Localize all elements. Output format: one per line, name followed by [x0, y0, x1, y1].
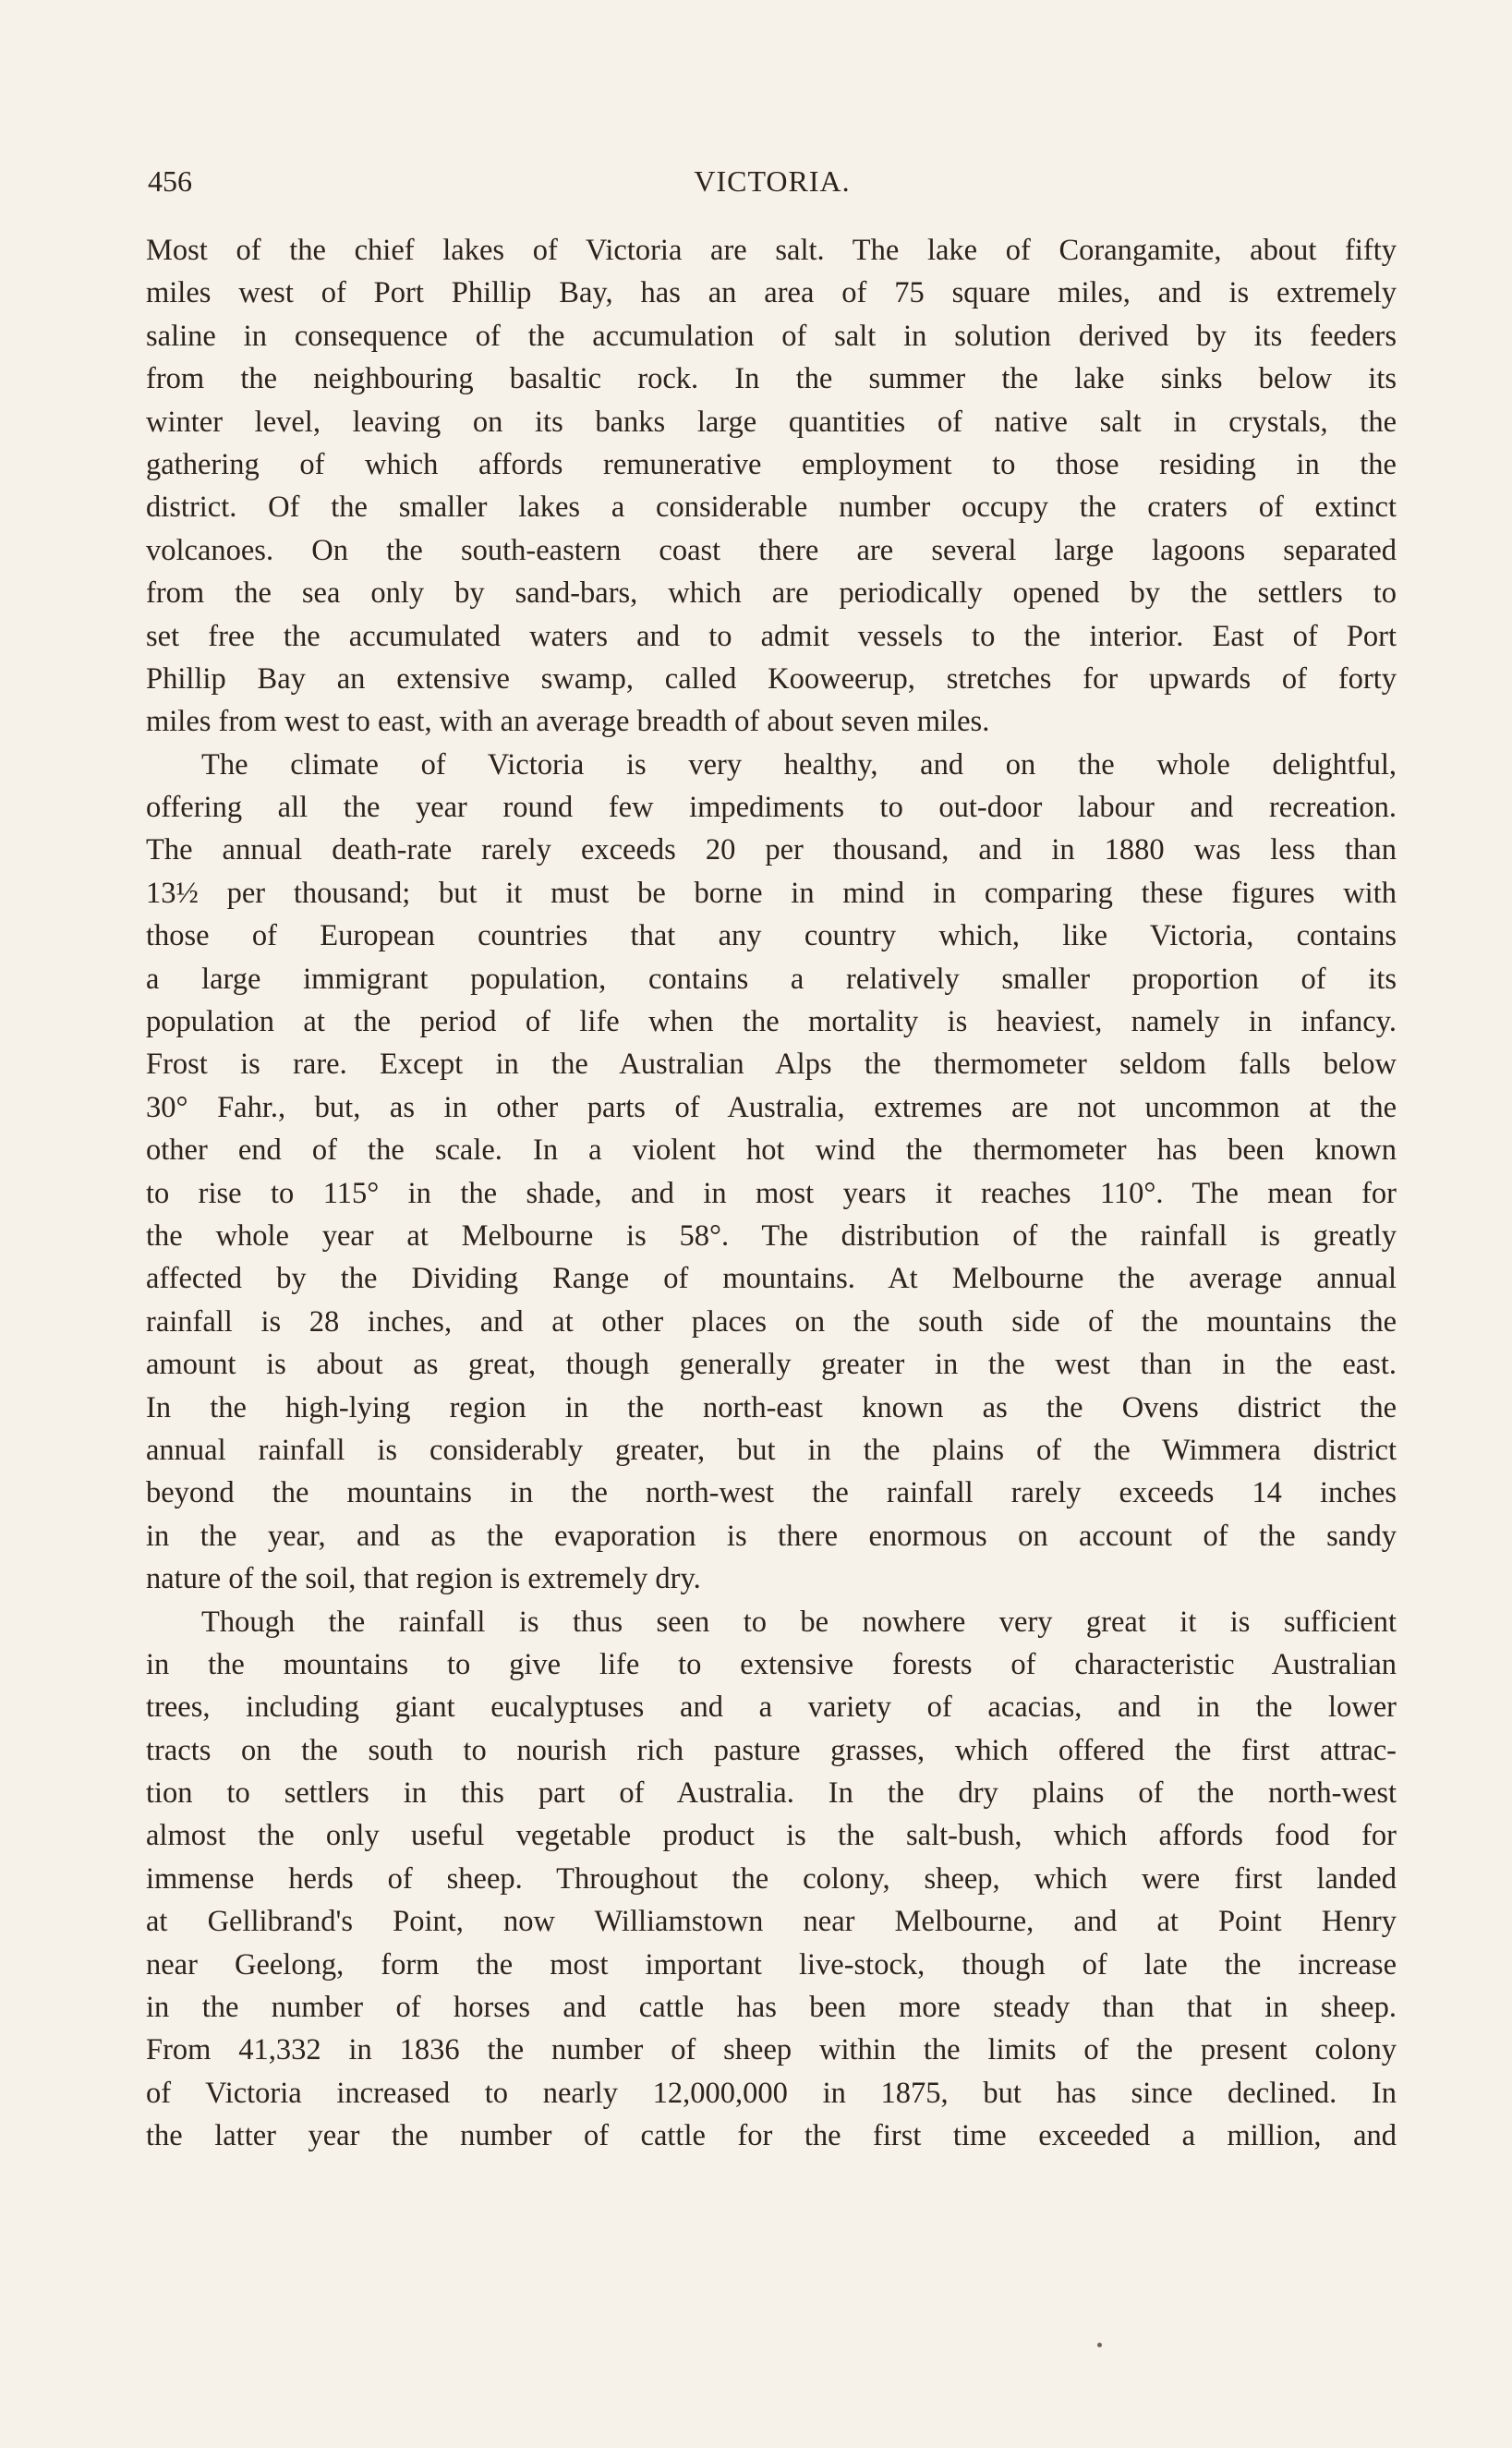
- text-line: in the year, and as the evaporation is there enormous on account of the sandy: [146, 1519, 1397, 1553]
- text-line: in the mountains to give life to extensive forests of characteristic Australian: [146, 1647, 1397, 1681]
- text-line: amount is about as great, though generally greater in the west than in the east.: [146, 1348, 1397, 1382]
- text-line: miles west of Port Phillip Bay, has an area of 75 square miles, and is extremely: [146, 276, 1397, 310]
- text-line: those of European countries that any country which, like Victoria, contains: [146, 919, 1397, 953]
- text-line: in the number of horses and cattle has been more steady than that in sheep.: [146, 1991, 1397, 2025]
- text-line: of Victoria increased to nearly 12,000,000 in 1875, but has since declined. In: [146, 2076, 1397, 2110]
- text-line: From 41,332 in 1836 the number of sheep within the limits of the present colony: [146, 2033, 1397, 2067]
- text-line: near Geelong, form the most important live-stock, though of late the increase: [146, 1947, 1397, 1981]
- text-line: 13½ per thousand; but it must be borne in mind in comparing these figures with: [146, 876, 1397, 910]
- running-title: VICTORIA.: [694, 164, 851, 198]
- text-line: the whole year at Melbourne is 58°. The distribution of the rainfall is greatly: [146, 1218, 1397, 1253]
- text-line: Most of the chief lakes of Victoria are salt. The lake of Corangamite, about fifty: [146, 234, 1397, 267]
- text-line: almost the only useful vegetable product is the salt-bush, which affords food for: [146, 1819, 1397, 1853]
- text-line: the latter year the number of cattle for the first time exceeded a million, and: [146, 2119, 1397, 2153]
- text-line: other end of the scale. In a violent hot wind the thermometer has been known: [146, 1133, 1397, 1168]
- running-head: [148, 164, 1397, 205]
- text-line: offering all the year round few impediments to out-door labour and recreation.: [146, 791, 1397, 825]
- text-line: district. Of the smaller lakes a considerable number occupy the craters of extinct: [146, 491, 1397, 525]
- text-line: In the high-lying region in the north-east known as the Ovens district the: [146, 1390, 1397, 1424]
- text-line: trees, including giant eucalyptuses and a variety of acacias, and in the lower: [146, 1691, 1397, 1725]
- text-line: from the sea only by sand-bars, which are periodically opened by the settlers to: [146, 576, 1397, 611]
- paper-speck: [1097, 2343, 1102, 2347]
- page-number: 456: [148, 164, 192, 198]
- text-line: 30° Fahr., but, as in other parts of Australia, extremes are not uncommon at the: [146, 1090, 1397, 1124]
- text-line: miles from west to east, with an average breadth of about seven miles.: [146, 705, 990, 739]
- text-line: a large immigrant population, contains a relatively smaller proportion of its: [146, 962, 1397, 996]
- text-line: at Gellibrand's Point, now Williamstown near Melbourne, and at Point Henry: [146, 1905, 1397, 1939]
- text-line: Phillip Bay an extensive swamp, called Kooweerup, stretches for upwards of forty: [146, 661, 1397, 696]
- text-line: from the neighbouring basaltic rock. In the summer the lake sinks below its: [146, 362, 1397, 396]
- text-line: population at the period of life when the mortality is heaviest, namely in infancy.: [146, 1005, 1397, 1039]
- text-line: volcanoes. On the south-eastern coast there are several large lagoons separated: [146, 533, 1397, 567]
- text-line: gathering of which affords remunerative employment to those residing in the: [146, 447, 1397, 481]
- text-line: set free the accumulated waters and to admit vessels to the interior. East of Port: [146, 619, 1397, 653]
- text-line: The climate of Victoria is very healthy, and on the whole delightful,: [201, 747, 1397, 782]
- text-line: Though the rainfall is thus seen to be nowhere very great it is sufficient: [201, 1605, 1397, 1639]
- text-line: annual rainfall is considerably greater, but in the plains of the Wimmera district: [146, 1433, 1397, 1467]
- text-line: rainfall is 28 inches, and at other places on the south side of the mountains the: [146, 1304, 1397, 1339]
- body-text: [146, 229, 1397, 2158]
- text-line: immense herds of sheep. Throughout the colony, sheep, which were first landed: [146, 1861, 1397, 1896]
- text-line: The annual death-rate rarely exceeds 20 per thousand, and in 1880 was less than: [146, 833, 1397, 867]
- text-line: tion to settlers in this part of Australia. In the dry plains of the north-west: [146, 1776, 1397, 1811]
- text-line: to rise to 115° in the shade, and in most years it reaches 110°. The mean for: [146, 1176, 1397, 1210]
- text-line: nature of the soil, that region is extremely dry.: [146, 1562, 701, 1596]
- text-line: affected by the Dividing Range of mountains. At Melbourne the average annual: [146, 1262, 1397, 1296]
- text-line: winter level, leaving on its banks large quantities of native salt in crystals, the: [146, 405, 1397, 439]
- text-line: Frost is rare. Except in the Australian Alps the thermometer seldom falls below: [146, 1048, 1397, 1082]
- text-line: beyond the mountains in the north-west the rainfall rarely exceeds 14 inches: [146, 1476, 1397, 1510]
- text-line: saline in consequence of the accumulation of salt in solution derived by its feeders: [146, 319, 1397, 353]
- text-line: tracts on the south to nourish rich pasture grasses, which offered the first attrac-: [146, 1733, 1397, 1767]
